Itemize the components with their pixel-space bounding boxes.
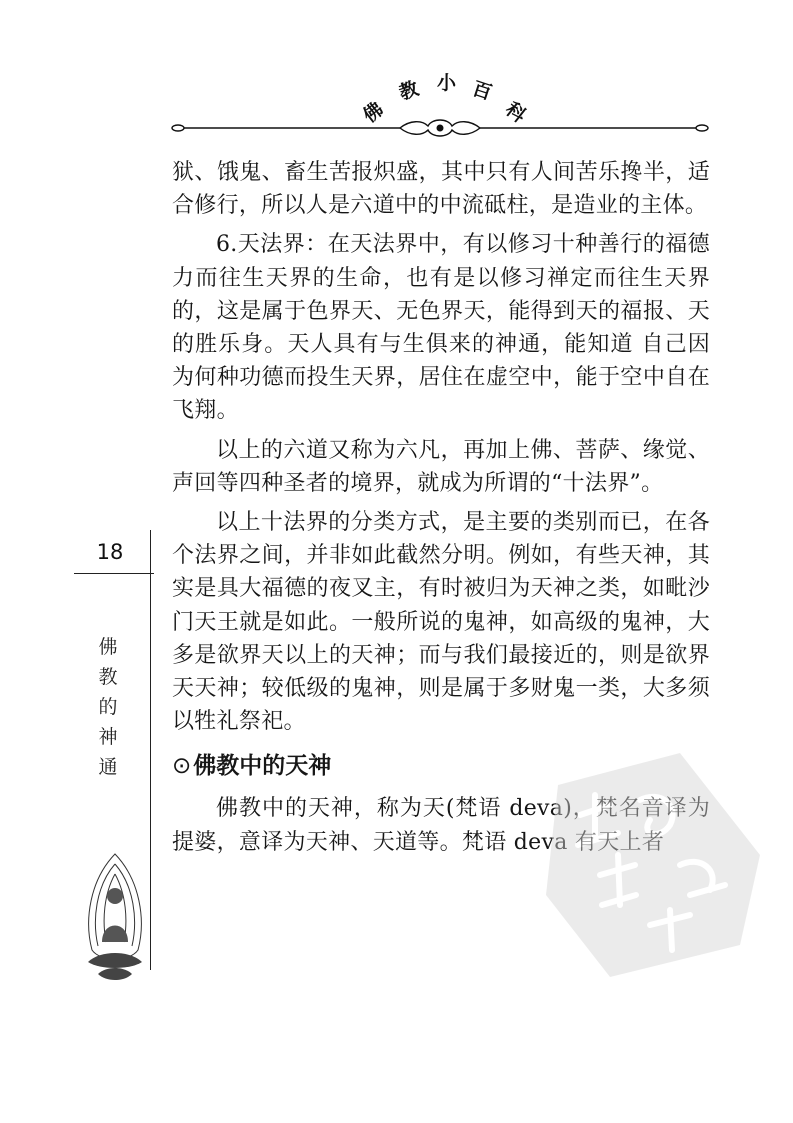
header-char: 小 xyxy=(437,72,457,94)
side-title-char: 神 xyxy=(98,726,118,748)
running-header xyxy=(170,60,710,150)
paragraph-ten-realms: 以上的六道又称为六凡，再加上佛、菩萨、缘觉、声回等四种圣者的境界，就成为所谓的“十法界”。 xyxy=(172,437,710,496)
buddha-figure-icon xyxy=(80,850,150,990)
margin-vertical-rule xyxy=(150,530,151,970)
paragraph-classification: 以上十法界的分类方式，是主要的类别而已，在各个法界之间，并非如此截然分明。例如，有些天神，其实是具大福德的夜叉主，有时被归为天神之类，如毗沙门天王就是如此。一般所说的鬼神，如高级的鬼神，大多是欲界天以上的天神；而与我们最接近的，则是欲界天天神；较低级的鬼神，则是属于多财鬼一类，大多须以牲礼祭祀。 xyxy=(172,510,710,735)
paragraph-heaven-realm: 6.天法界：在天法界中，有以修习十种善行的福德力而往生天界的生命，也有是以修习禅定而往生天界的，这是属于色界天、无色界天，能得到天的福报、天的胜乐身。天人具有与生俱来的神通，能知道 自己因为何种功德而投生天界，居住在虚空中，能于空中自在飞翔。 xyxy=(172,232,710,424)
paragraph-continuation: 狱、饿鬼、畜生苦报炽盛，其中只有人间苦乐搀半，适合修行，所以人是六道中的中流砥柱，是造业的主体。 xyxy=(172,160,710,219)
seal-stamp-watermark xyxy=(540,745,775,985)
side-title-char: 教 xyxy=(98,666,118,688)
section-heading-text: 佛教中的天神 xyxy=(193,753,332,780)
paragraph-deva: 佛教中的天神，称为天(梵语 deva)，梵名音译为提婆，意译为天神、天道等。梵语 deva 有天上者 xyxy=(172,796,710,855)
side-title-char: 通 xyxy=(98,756,118,778)
header-char: 教 xyxy=(396,77,422,105)
page-number: 18 xyxy=(96,540,124,564)
header-char: 佛 xyxy=(359,98,388,128)
side-chapter-title xyxy=(90,632,126,782)
header-char: 科 xyxy=(501,98,530,128)
side-title-char: 佛 xyxy=(98,636,118,658)
side-title-char: 的 xyxy=(98,696,118,718)
header-char: 百 xyxy=(469,77,495,105)
section-bullet-icon: ⊙ xyxy=(172,753,192,780)
margin-horizontal-rule xyxy=(74,573,154,574)
ornamental-divider xyxy=(170,118,710,138)
